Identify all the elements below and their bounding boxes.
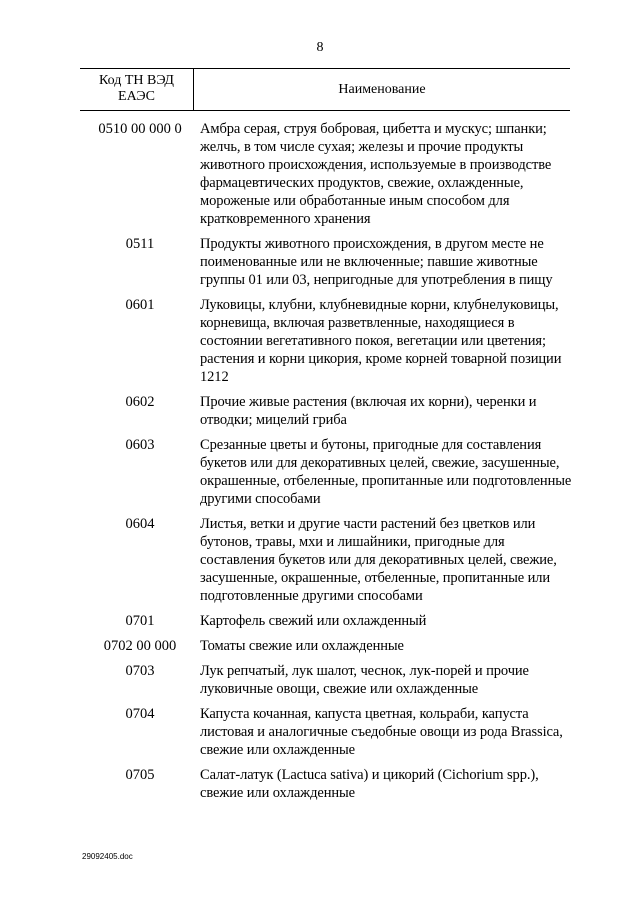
row-name: Срезанные цветы и бутоны, пригодные для составления букетов или для декоративных целей, свежие, засушенные, окрашенные, отбеленные, пропитанные или подготовленные другими способами bbox=[200, 437, 572, 507]
row-name: Листья, ветки и другие части растений без цветков или бутонов, травы, мхи и лишайники, пригодные для составления букетов или для декоративных целей, свежие, засушенные, окрашенные, отбеленные, пропитанные или подготовленные другими способами bbox=[200, 516, 557, 604]
row-code: 0704 bbox=[125, 706, 155, 722]
row-code: 0702 00 000 bbox=[103, 638, 177, 654]
row-code: 0510 00 000 0 bbox=[98, 121, 182, 137]
table-row bbox=[80, 515, 570, 605]
page-number: 8 bbox=[316, 40, 324, 55]
row-code: 0701 bbox=[125, 613, 155, 629]
header-code: Код ТН ВЭД ЕАЭС bbox=[99, 73, 174, 104]
row-code: 0604 bbox=[125, 516, 155, 532]
table-row bbox=[80, 393, 570, 429]
row-name: Прочие живые растения (включая их корни), черенки и отводки; мицелий гриба bbox=[200, 394, 537, 428]
table-row bbox=[80, 120, 570, 228]
row-name: Картофель свежий или охлажденный bbox=[200, 613, 427, 629]
table-row bbox=[80, 705, 570, 759]
table-row bbox=[80, 296, 570, 386]
row-name: Продукты животного происхождения, в другом месте не поименованные или не включенные; павшие животные группы 01 или 03, непригодные для употребления в пищу bbox=[200, 236, 553, 288]
table-row bbox=[80, 662, 570, 698]
header-bottom-rule bbox=[80, 110, 570, 111]
table-body bbox=[80, 120, 570, 809]
table-row bbox=[80, 235, 570, 289]
row-name: Томаты свежие или охлажденные bbox=[200, 638, 404, 654]
row-name: Луковицы, клубни, клубневидные корни, клубнелуковицы, корневища, включая разветвленные, находящиеся в состоянии вегетативного покоя, вегетации или цветения; растения и корни цикория, кроме корней товарной позиции 1212 bbox=[200, 297, 562, 385]
table-header bbox=[80, 68, 570, 112]
row-code: 0602 bbox=[125, 394, 155, 410]
row-name: Капуста кочанная, капуста цветная, кольраби, капуста листовая и аналогичные съедобные овощи из рода Brassica, свежие или охлажденные bbox=[200, 706, 563, 758]
row-code: 0703 bbox=[125, 663, 155, 679]
table-row bbox=[80, 766, 570, 802]
row-code: 0603 bbox=[125, 437, 155, 453]
row-name: Салат-латук (Lactuca sativa) и цикорий (Cichorium spp.), свежие или охлажденные bbox=[200, 767, 539, 801]
table-row bbox=[80, 436, 570, 508]
row-code: 0511 bbox=[125, 236, 155, 252]
row-code: 0705 bbox=[125, 767, 155, 783]
row-name: Лук репчатый, лук шалот, чеснок, лук-порей и прочие луковичные овощи, свежие или охлажденные bbox=[200, 663, 529, 697]
row-code: 0601 bbox=[125, 297, 155, 313]
table-row bbox=[80, 612, 570, 630]
row-name: Амбра серая, струя бобровая, цибетта и мускус; шпанки; желчь, в том числе сухая; железы и прочие продукты животного происхождения, используемые в производстве фармацевтических продуктов, свежие, охлажденные, мороженые или обработанные иным способом для кратковременного хранения bbox=[200, 121, 552, 227]
header-top-rule bbox=[80, 68, 570, 69]
footer-filename: 29092405.doc bbox=[82, 852, 133, 861]
table-row bbox=[80, 637, 570, 655]
header-name: Наименование bbox=[338, 82, 426, 97]
